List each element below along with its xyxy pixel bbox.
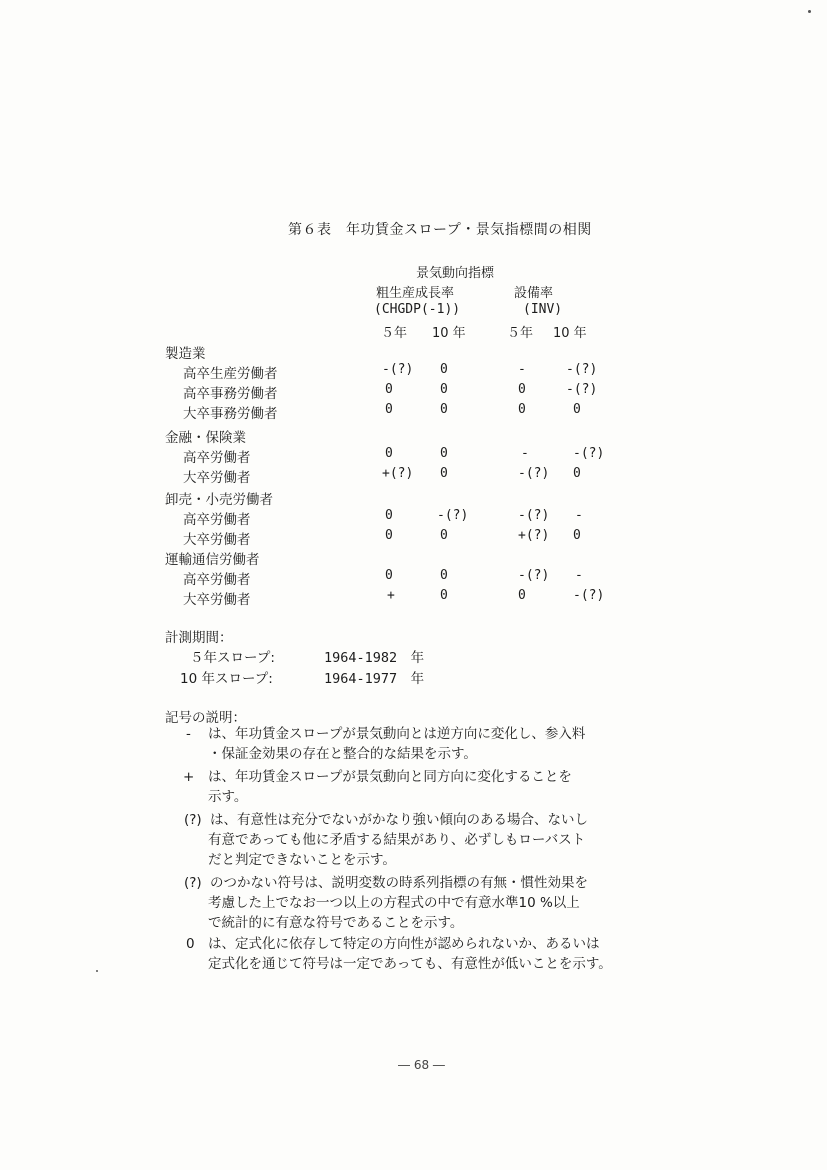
table-cell: -(?) bbox=[573, 588, 605, 603]
section-label-retail: 卸売・小売労働者 bbox=[165, 492, 273, 508]
header-period-1: ５年 bbox=[381, 326, 408, 341]
table-cell: 0 bbox=[440, 382, 448, 397]
header-col2-code: (INV) bbox=[523, 302, 563, 317]
row-label: 大卒労働者 bbox=[183, 532, 251, 548]
table-cell: -(?) bbox=[518, 568, 550, 583]
section-label-finance: 金融・保険業 bbox=[165, 430, 246, 446]
table-cell: -(?) bbox=[437, 508, 469, 523]
note-line: 定式化を通じて符号は一定であっても、有意性が低いことを示す。 bbox=[208, 956, 612, 972]
correlation-table bbox=[0, 342, 827, 612]
note-line: は、年功賃金スロープが景気動向と同方向に変化することを bbox=[208, 769, 572, 785]
table-cell: 0 bbox=[518, 382, 526, 397]
table-cell: -(?) bbox=[382, 362, 414, 377]
table-cell: 0 bbox=[440, 588, 448, 603]
table-cell: 0 bbox=[440, 402, 448, 417]
table-cell: +(?) bbox=[382, 466, 414, 481]
table-cell: 0 bbox=[440, 446, 448, 461]
period-value: 1964-1982 年 bbox=[324, 650, 425, 666]
table-cell: -(?) bbox=[566, 362, 598, 377]
note-symbol: 0 bbox=[186, 936, 195, 952]
note-line: のつかない符号は、説明変数の時系列指標の有無・慣性効果を bbox=[210, 875, 588, 891]
table-cell: 0 bbox=[385, 402, 393, 417]
row-label: 大卒労働者 bbox=[183, 470, 251, 486]
scan-speck bbox=[808, 10, 811, 13]
table-cell: +(?) bbox=[518, 528, 550, 543]
note-line: 示す。 bbox=[208, 789, 248, 805]
note-line: で統計的に有意な符号であることを示す。 bbox=[208, 915, 464, 931]
note-line: だと判定できないことを示す。 bbox=[208, 852, 396, 868]
row-label: 高卒事務労働者 bbox=[183, 386, 278, 402]
table-cell: -(?) bbox=[566, 382, 598, 397]
header-period-3: ５年 bbox=[507, 326, 534, 341]
note-line: 有意であっても他に矛盾する結果があり、必ずしもローバスト bbox=[208, 832, 586, 848]
table-cell: 0 bbox=[440, 362, 448, 377]
header-period-4: 10 年 bbox=[553, 326, 587, 341]
note-symbol: + bbox=[183, 769, 195, 785]
section-label-transport: 運輸通信労働者 bbox=[165, 552, 260, 568]
table-cell: -(?) bbox=[573, 446, 605, 461]
table-cell: 0 bbox=[385, 508, 393, 523]
table-cell: 0 bbox=[385, 568, 393, 583]
table-cell: - bbox=[575, 568, 583, 583]
note-line: は、定式化に依存して特定の方向性が認められないか、あるいは bbox=[208, 936, 600, 952]
row-label: 大卒労働者 bbox=[183, 592, 251, 608]
row-label: 大卒事務労働者 bbox=[183, 406, 278, 422]
notes-list bbox=[0, 724, 827, 974]
note-line: は、年功賃金スロープが景気動向とは逆方向に変化し、参入料 bbox=[208, 726, 586, 742]
row-label: 高卒労働者 bbox=[183, 572, 251, 588]
note-symbol: - bbox=[186, 726, 191, 742]
table-cell: 0 bbox=[440, 466, 448, 481]
note-symbol: (?) bbox=[184, 812, 202, 828]
table-cell: 0 bbox=[573, 402, 581, 417]
table-cell: - bbox=[518, 362, 526, 377]
note-line: 考慮した上でなお一つ以上の方程式の中で有意水準10 %以上 bbox=[208, 895, 580, 911]
table-cell: 0 bbox=[385, 528, 393, 543]
note-line: は、有意性は充分でないがかなり強い傾向のある場合、ないし bbox=[210, 812, 588, 828]
table-cell: - bbox=[521, 446, 529, 461]
period-heading: 計測期間： bbox=[165, 630, 233, 646]
table-cell: 0 bbox=[385, 446, 393, 461]
header-col1-name: 粗生産成長率 bbox=[376, 286, 455, 301]
page-number: ― 68 ― bbox=[398, 1058, 445, 1072]
row-label: 高卒生産労働者 bbox=[183, 366, 278, 382]
header-col1-code: (CHGDP(-1)) bbox=[374, 302, 461, 317]
table-cell: -(?) bbox=[518, 508, 550, 523]
note-line: ・保証金効果の存在と整合的な結果を示す。 bbox=[208, 746, 477, 762]
row-label: 高卒労働者 bbox=[183, 450, 251, 466]
period-value: 1964-1977 年 bbox=[324, 671, 425, 687]
period-label: ５年スロープ: bbox=[190, 650, 275, 666]
table-cell: - bbox=[575, 508, 583, 523]
period-label: 10 年スロープ: bbox=[180, 671, 273, 687]
table-cell: 0 bbox=[440, 528, 448, 543]
header-group-label: 景気動向指標 bbox=[416, 266, 495, 281]
table-cell: + bbox=[387, 588, 395, 603]
table-cell: 0 bbox=[518, 588, 526, 603]
scan-speck bbox=[96, 970, 98, 972]
notes-heading: 記号の説明： bbox=[165, 710, 246, 726]
table-cell: -(?) bbox=[518, 466, 550, 481]
table-cell: 0 bbox=[518, 402, 526, 417]
table-cell: 0 bbox=[573, 466, 581, 481]
table-cell: 0 bbox=[440, 568, 448, 583]
table-cell: 0 bbox=[573, 528, 581, 543]
table-title: 第６表 年功賃金スロープ・景気指標間の相関 bbox=[288, 222, 592, 238]
note-symbol: (?) bbox=[184, 875, 202, 891]
section-label-manufacturing: 製造業 bbox=[165, 346, 206, 362]
row-label: 高卒労働者 bbox=[183, 512, 251, 528]
header-col2-name: 設備率 bbox=[514, 286, 554, 301]
header-period-2: 10 年 bbox=[432, 326, 466, 341]
table-cell: 0 bbox=[385, 382, 393, 397]
